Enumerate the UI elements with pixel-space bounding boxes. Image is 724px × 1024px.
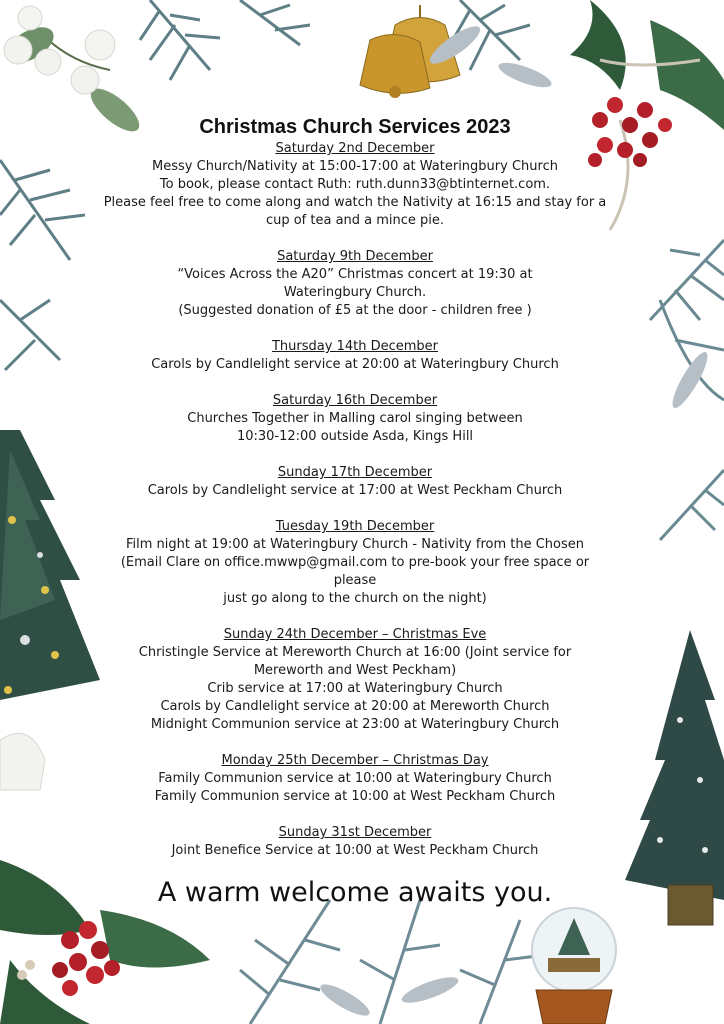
snow-globe-icon bbox=[532, 908, 616, 1024]
event-block bbox=[100, 140, 610, 230]
event-date: Saturday 9th December bbox=[277, 249, 433, 264]
pine-branch-bottom bbox=[240, 900, 545, 1024]
event-block bbox=[100, 626, 610, 734]
event-detail-line: Wateringbury Church. bbox=[283, 285, 427, 300]
event-detail-line: 10:30-12:00 outside Asda, Kings Hill bbox=[236, 429, 474, 444]
event-detail-line: (Suggested donation of £5 at the door - children free ) bbox=[178, 303, 532, 318]
event-detail-line: Carols by Candlelight service at 17:00 at West Peckham Church bbox=[147, 483, 563, 498]
event-block bbox=[100, 392, 610, 446]
event-block bbox=[100, 824, 610, 860]
event-detail-line: Churches Together in Malling carol singing between bbox=[187, 411, 523, 426]
page-title: Christmas Church Services 2023 bbox=[199, 116, 511, 138]
event-detail-line: Carols by Candlelight service at 20:00 at Mereworth Church bbox=[160, 699, 550, 714]
event-detail-line: Please feel free to come along and watch the Nativity at 16:15 and stay for a bbox=[103, 195, 607, 210]
event-detail-line: Carols by Candlelight service at 20:00 at Wateringbury Church bbox=[151, 357, 559, 372]
event-block bbox=[100, 518, 610, 608]
event-date: Saturday 2nd December bbox=[275, 141, 435, 156]
event-date: Sunday 17th December bbox=[277, 465, 433, 480]
event-date: Sunday 31st December bbox=[278, 825, 432, 840]
event-detail-line: Christingle Service at Mereworth Church at 16:00 (Joint service for bbox=[138, 645, 572, 660]
event-date: Monday 25th December – Christmas Day bbox=[221, 753, 489, 768]
event-detail-line: Messy Church/Nativity at 15:00-17:00 at Wateringbury Church bbox=[152, 159, 558, 174]
event-block bbox=[100, 248, 610, 320]
event-detail-line: cup of tea and a mince pie. bbox=[265, 213, 445, 228]
event-detail-line: Joint Benefice Service at 10:00 at West Peckham Church bbox=[171, 843, 539, 858]
events-list bbox=[100, 140, 610, 860]
event-detail-line: just go along to the church on the night) bbox=[223, 591, 487, 606]
event-block bbox=[100, 464, 610, 500]
pine-branch-left bbox=[0, 160, 85, 370]
event-detail-line: Film night at 19:00 at Wateringbury Church - Nativity from the Chosen bbox=[125, 537, 585, 552]
christmas-tree-right bbox=[625, 630, 724, 925]
event-date: Sunday 24th December – Christmas Eve bbox=[223, 627, 487, 642]
event-detail-line: Family Communion service at 10:00 at West Peckham Church bbox=[154, 789, 556, 804]
event-date: Tuesday 19th December bbox=[275, 519, 435, 534]
event-detail-line: Mereworth and West Peckham) bbox=[253, 663, 457, 678]
event-detail-line: To book, please contact Ruth: ruth.dunn33@btinternet.com. bbox=[159, 177, 551, 192]
christmas-tree-left bbox=[0, 430, 100, 790]
event-detail-line: (Email Clare on office.mwwp@gmail.com to pre-book your free space or please bbox=[120, 555, 590, 588]
event-detail-line: “Voices Across the A20” Christmas concert at 19:30 at bbox=[177, 267, 533, 282]
event-block bbox=[100, 338, 610, 374]
welcome-message: A warm welcome awaits you. bbox=[157, 877, 553, 908]
services-flyer-content bbox=[100, 114, 610, 910]
event-detail-line: Family Communion service at 10:00 at Wateringbury Church bbox=[158, 771, 552, 786]
event-block bbox=[100, 752, 610, 806]
event-date: Saturday 16th December bbox=[272, 393, 438, 408]
event-detail-line: Midnight Communion service at 23:00 at Wateringbury Church bbox=[150, 717, 560, 732]
event-date: Thursday 14th December bbox=[271, 339, 438, 354]
event-detail-line: Crib service at 17:00 at Wateringbury Church bbox=[207, 681, 503, 696]
